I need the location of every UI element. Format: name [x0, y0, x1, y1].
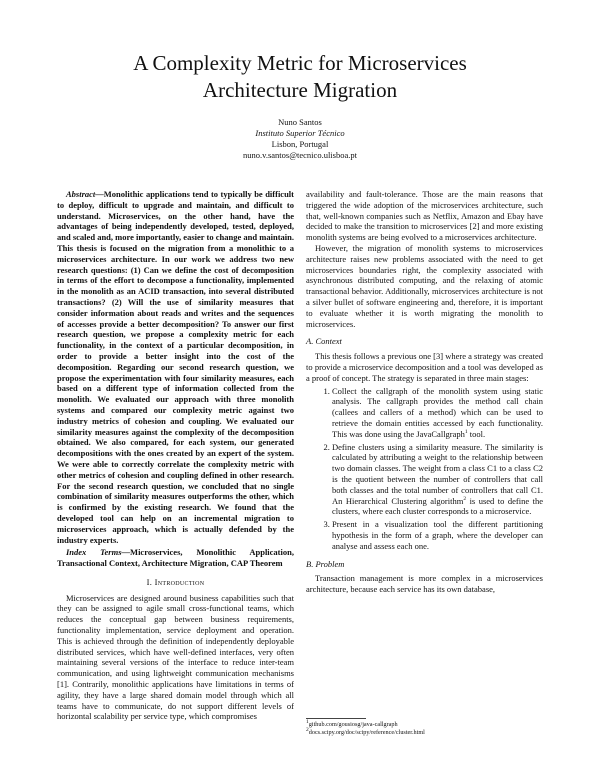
left-column: [57, 189, 294, 722]
stage-3-text: Present in a visualization tool the different partitioning hypothesis in the form of a graph, where the developer can analyse and assess each one.: [332, 519, 543, 551]
stage-1-tail: tool.: [467, 428, 486, 439]
footnote-rule: [306, 718, 366, 719]
author-block: [150, 117, 450, 161]
abstract-label: Abstract—: [66, 189, 104, 199]
paper-title: [40, 50, 560, 104]
title-line-1: A Complexity Metric for Microservices: [133, 51, 467, 75]
footnote-ref-2: 2: [463, 495, 467, 502]
stage-2-tail: is used to define the clusters, where each cluster corresponds to a microservice.: [332, 495, 544, 517]
intro-paragraph-1: Microservices are designed around business capabilities such that they can be assigned to agile small cross-functional teams, which reduces the conceptual gap between business requirements, functionality implementation, service deployment and operation. This is achieved through the definition of independently deployable distributed services, which have well-defined interfaces, very often maintaining several versions of the interface to reduce inter-team communication, and using lightweight communication mechanisms [1]. Contrarily, monolithic applications have limitations in terms of agility, they have a large shared domain model through which all teams have to communicate, do not support different levels of horizontal scalability per service type, which compromises: [57, 592, 294, 722]
abstract-text: Monolithic applications tend to typically be difficult to deploy, difficult to upgrade and maintain, and difficult to understand. Microservices, on the other hand, have the advantages of being independently developed, tested, deployed, and scaled and, more importantly, easier to change and maintain. This thesis is focused on the migration from a monolithic to a microservices architecture. In our work we address two new research questions: (1) Can we define the cost of decomposition in terms of the effort to decompose a functionality, implemented in the monolith as an ACID transaction, into several distributed transactions? (2) Will the use of similarity measures that consider information about reads and writes and the sequences of accesses provide a better decomposition? To answer our first research question, we propose a complexity metric for each functionality, in the context of a particular decomposition, in order to provide a better insight into the cost of the decomposition. Regarding our second research question, we propose the experimentation with four similarity measures, each based on a different type of information collected from the monolith. We evaluated our approach with three monolith systems and compared our complexity metric against two industry metrics of cohesion and coupling. We evaluated our similarity measures against the complexity of the decomposition obtained. We also compared, for each system, our generated decompositions with the ones created by an expert of the system. We were able to correctly correlate the complexity metric with other metrics of cohesion and coupling defined in other research. For the second research question, we concluded that no single combination of similarity measures outperforms the other, which is confirmed by the existing research. We found that the developed tool can help on an incremental migration to microservices approach, which is actually defended by the industry experts.: [57, 189, 294, 545]
abstract: [57, 189, 294, 545]
footnote-1: [306, 718, 543, 729]
context-intro: This thesis follows a previous one [3] where a strategy was created to provide a microservice decomposition and a tool was developed as a proof of concept. The strategy is separated in three main stages:: [306, 351, 543, 383]
list-item: [332, 442, 543, 518]
right-column: [306, 189, 543, 595]
footnotes: [306, 718, 543, 737]
index-terms-text: Microservices, Monolithic Application, Transactional Context, Architecture Migration, CAP Theorem: [57, 547, 294, 569]
index-terms-label: Index Terms—: [66, 547, 131, 558]
section-heading-introduction: I. Introduction: [146, 576, 205, 587]
author-name: Nuno Santos: [278, 117, 322, 127]
footnote-2-text: docs.scipy.org/doc/scipy/reference/cluster.html: [308, 729, 425, 736]
author-email: nuno.v.santos@tecnico.ulisboa.pt: [243, 150, 357, 160]
footnote-mark-1: 1: [306, 718, 309, 725]
problem-paragraph: Transaction management is more complex in a microservices architecture, because each service has its own database,: [306, 573, 543, 595]
author-institution: Instituto Superior Técnico: [255, 128, 345, 138]
list-item: [332, 386, 543, 440]
list-item: [332, 519, 543, 551]
stage-1-text: Collect the callgraph of the monolith system using static analysis. The callgraph provides the method call chain (callees and callers of a method) which can be used to retrieve the domain entities accessed by each functionality. This was done using the JavaCallgraph: [332, 385, 543, 439]
footnote-mark-2: 2: [306, 726, 309, 733]
subsection-heading-context: A. Context: [306, 336, 342, 347]
subsection-heading-problem: B. Problem: [306, 558, 345, 569]
footnote-1-text: github.com/gousiosg/java-callgraph: [308, 721, 398, 728]
title-line-2: Architecture Migration: [202, 78, 398, 102]
stage-2-text: Define clusters using a similarity measure. The similarity is calculated by attributing a weight to the relationship between two domain classes. The weight from a class C1 to a class C2 is the quotient between the number of controllers that call both classes and the total number of controllers that call C1. An Hierarchical Clustering algorithm: [332, 441, 543, 506]
footnote-2: [306, 726, 543, 737]
index-terms: [57, 547, 294, 569]
author-location: Lisbon, Portugal: [271, 139, 329, 149]
stages-list: [306, 386, 543, 552]
intro-paragraph-2: However, the migration of monolith systems to microservices architecture raises new problems associated with the need to get microservices boundaries right, the complexity associated with asynchronous distributed computing, and the relaxing of atomic transactional behavior. Additionally, microservices architecture is not a silver bullet of software engineering and, therefore, it is important to evaluate whether it is worth migrating the monolith to microservices.: [306, 242, 543, 329]
intro-paragraph-1-continued: availability and fault-tolerance. Those are the main reasons that triggered the wide adoption of the microservices architecture, such that, well-known companies such as Netflix, Amazon and Ebay have decided to make the transition to microservices [2] and more existing monolith systems are being evolved to a microservices architecture.: [306, 189, 543, 243]
footnote-ref-1: 1: [464, 428, 468, 435]
